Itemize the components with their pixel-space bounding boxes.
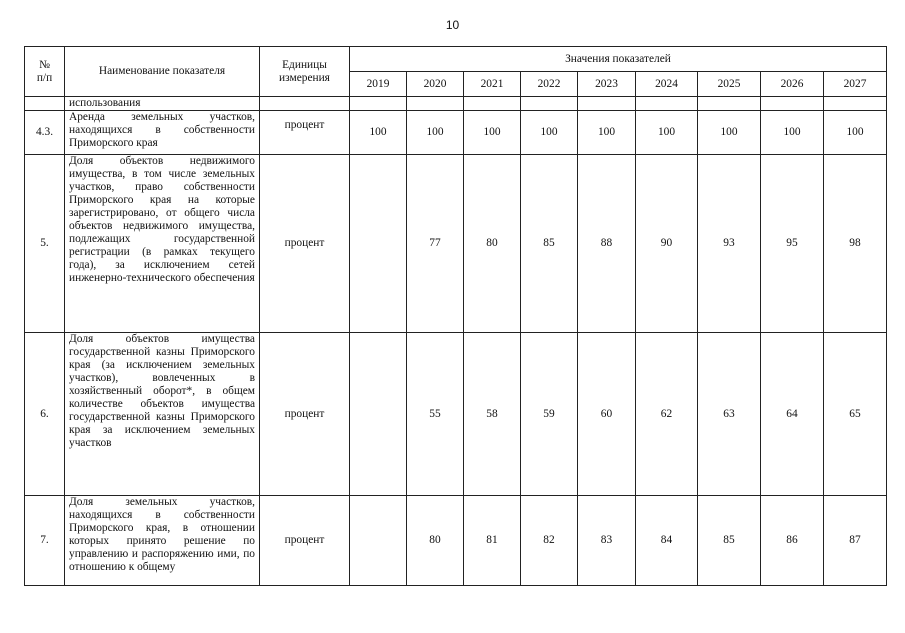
row-value <box>824 97 887 111</box>
row-value: 100 <box>761 111 824 155</box>
row-value: 90 <box>636 155 698 333</box>
row-value <box>698 97 761 111</box>
year-header: 2023 <box>578 72 636 97</box>
row-value <box>407 97 464 111</box>
row-value: 100 <box>636 111 698 155</box>
row-value: 100 <box>350 111 407 155</box>
year-header: 2019 <box>350 72 407 97</box>
row-value <box>521 97 578 111</box>
page-number: 10 <box>445 18 460 32</box>
row-value <box>464 97 521 111</box>
header-unit: Единицы измерения <box>260 47 350 97</box>
year-header: 2022 <box>521 72 578 97</box>
row-num: 4.3. <box>25 111 65 155</box>
row-num <box>25 97 65 111</box>
row-value: 58 <box>464 333 521 496</box>
row-value <box>350 496 407 586</box>
row-value: 60 <box>578 333 636 496</box>
row-value: 65 <box>824 333 887 496</box>
row-value: 82 <box>521 496 578 586</box>
row-name: Доля земельных участков, находящихся в собственности Приморского края, в отношении которых принято решение по управлению и распоряжению ими, по отношению к общему <box>65 496 260 586</box>
row-value: 98 <box>824 155 887 333</box>
row-name: Аренда земельных участков, находящихся в собственности Приморского края <box>65 111 260 155</box>
table-row <box>25 496 887 586</box>
row-value: 95 <box>761 155 824 333</box>
row-num: 7. <box>25 496 65 586</box>
row-value: 59 <box>521 333 578 496</box>
row-name: Доля объектов недвижимого имущества, в том числе земельных участков, право собственности Приморского края на которые зарегистрировано, от общего числа объектов недвижимого имущества, подлежащих государственной регистрации (в рамках текущего года), за исключением сетей инженерно-технического обеспечения <box>65 155 260 333</box>
header-values: Значения показателей <box>350 47 887 72</box>
row-value <box>578 97 636 111</box>
row-value: 77 <box>407 155 464 333</box>
row-unit <box>260 97 350 111</box>
row-value: 80 <box>407 496 464 586</box>
row-value: 84 <box>636 496 698 586</box>
row-value: 100 <box>521 111 578 155</box>
row-value: 83 <box>578 496 636 586</box>
table-row <box>25 111 887 155</box>
row-value: 87 <box>824 496 887 586</box>
row-value: 100 <box>407 111 464 155</box>
row-value <box>761 97 824 111</box>
row-value: 55 <box>407 333 464 496</box>
row-value <box>636 97 698 111</box>
row-value: 81 <box>464 496 521 586</box>
row-value: 63 <box>698 333 761 496</box>
row-value: 85 <box>521 155 578 333</box>
row-name: использования <box>65 97 260 111</box>
year-header: 2024 <box>636 72 698 97</box>
row-value: 100 <box>698 111 761 155</box>
row-value: 100 <box>824 111 887 155</box>
row-value: 62 <box>636 333 698 496</box>
header-name: Наименование показателя <box>65 47 260 97</box>
year-header: 2021 <box>464 72 521 97</box>
row-value <box>350 333 407 496</box>
table-row <box>25 97 887 111</box>
row-value: 86 <box>761 496 824 586</box>
row-value: 88 <box>578 155 636 333</box>
row-unit: процент <box>260 155 350 333</box>
row-num: 6. <box>25 333 65 496</box>
row-value: 80 <box>464 155 521 333</box>
row-value <box>350 155 407 333</box>
row-unit: процент <box>260 111 350 155</box>
indicators-table <box>24 46 887 586</box>
year-header: 2025 <box>698 72 761 97</box>
year-header: 2027 <box>824 72 887 97</box>
row-value: 100 <box>464 111 521 155</box>
row-value: 85 <box>698 496 761 586</box>
year-header: 2020 <box>407 72 464 97</box>
header-num: № п/п <box>25 47 65 97</box>
year-header: 2026 <box>761 72 824 97</box>
row-num: 5. <box>25 155 65 333</box>
table-row <box>25 333 887 496</box>
row-name: Доля объектов имущества государственной казны Приморского края (за исключением земельных участков), вовлеченных в хозяйственный оборот*, в общем количестве объектов имущества государственной казны Приморского края за исключением земельных участков <box>65 333 260 496</box>
row-unit: процент <box>260 333 350 496</box>
row-value: 100 <box>578 111 636 155</box>
row-value <box>350 97 407 111</box>
table-row <box>25 155 887 333</box>
row-value: 64 <box>761 333 824 496</box>
row-unit: процент <box>260 496 350 586</box>
row-value: 93 <box>698 155 761 333</box>
